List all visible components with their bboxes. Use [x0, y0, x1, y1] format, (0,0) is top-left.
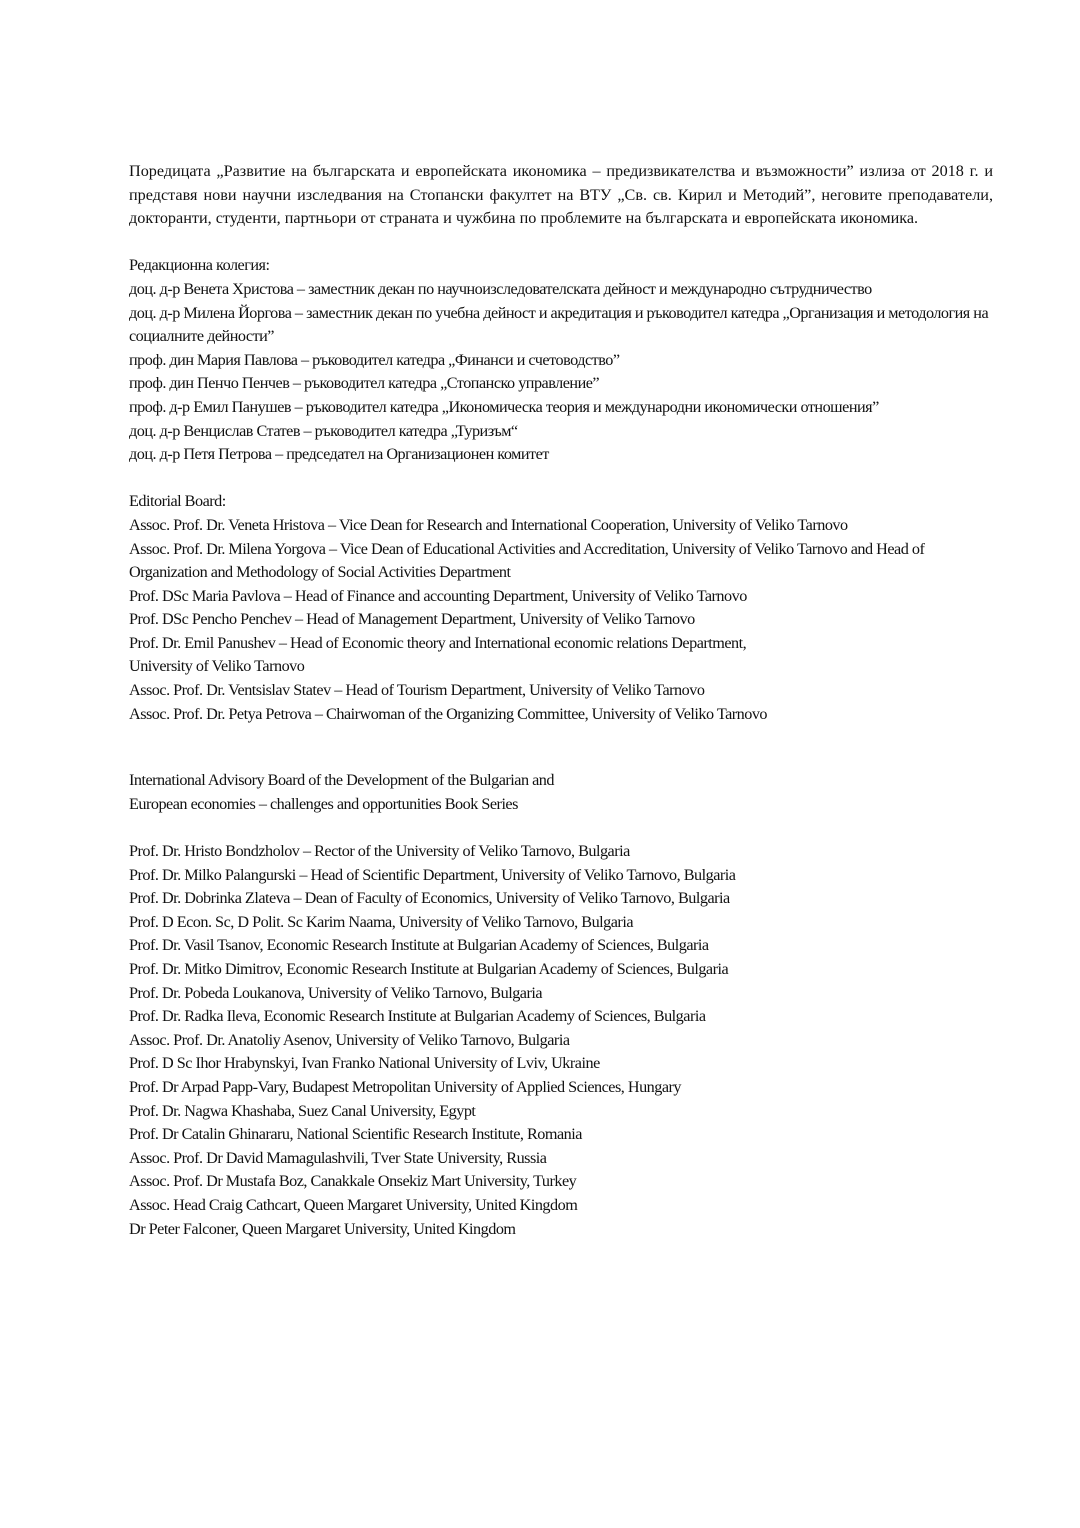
- en-board-member-continued: University of Veliko Tarnovo: [129, 657, 305, 676]
- series-intro-paragraph: Поредицата „Развитие на българската и европейската икономика – предизвикателства и възможности” излиза от 2018 г. и представя нови научни изследвания на Стопански факултет на ВТУ „Св. св. Кирил и Методий”, неговите преподаватели, докторанти, студенти, партньори от страната и чужбина по проблемите на българската и европейската икономика.: [129, 162, 993, 228]
- bg-board-member: проф. дин Мария Павлова – ръководител катедра „Финанси и счетоводство”: [129, 350, 620, 369]
- international-advisory-board: [129, 769, 993, 1241]
- en-board-member: Prof. DSc Pencho Penchev – Head of Management Department, University of Veliko Tarnovo: [129, 610, 695, 629]
- en-board-member: Prof. DSc Maria Pavlova – Head of Finance and accounting Department, University of Veliko Tarnovo: [129, 586, 747, 605]
- en-board-member: Prof. Dr. Emil Panushev – Head of Economic theory and International economic relations Department,: [129, 633, 747, 652]
- en-board-member: Assoc. Prof. Dr. Milena Yorgova – Vice Dean of Educational Activities and Accreditation, University of Veliko Tarnovo and Head of Organization and Methodology of Social Activities Department: [129, 539, 925, 582]
- en-editorial-board: [129, 490, 993, 726]
- document-page: [129, 160, 993, 1241]
- advisory-member: Prof. Dr. Vasil Tsanov, Economic Research Institute at Bulgarian Academy of Sciences, Bulgaria: [129, 936, 709, 955]
- bg-board-member: доц. д-р Венета Христова – заместник декан по научноизследователската дейност и международно сътрудничество: [129, 279, 872, 298]
- advisory-member: Prof. D Econ. Sc, D Polit. Sc Karim Naama, University of Veliko Tarnovo, Bulgaria: [129, 912, 634, 931]
- bg-board-member: доц. д-р Милена Йоргова – заместник декан по учебна дейност и акредитация и ръководител катедра „Организация и методология на социалните дейности”: [129, 303, 989, 346]
- advisory-member: Prof. Dr. Radka Ileva, Economic Research Institute at Bulgarian Academy of Sciences, Bulgaria: [129, 1007, 706, 1026]
- bg-board-heading: Редакционна колегия:: [129, 256, 270, 275]
- bg-board-member: проф. д-р Емил Панушев – ръководител катедра „Икономическа теория и международни икономически отношения”: [129, 397, 879, 416]
- advisory-heading: European economies – challenges and opportunities Book Series: [129, 794, 518, 813]
- advisory-member: Assoc. Prof. Dr David Mamagulashvili, Tver State University, Russia: [129, 1148, 547, 1167]
- advisory-member: Dr Peter Falconer, Queen Margaret University, United Kingdom: [129, 1219, 516, 1238]
- bg-board-member: доц. д-р Петя Петрова – председател на Организационен комитет: [129, 445, 549, 464]
- advisory-member: Prof. Dr. Hristo Bondzholov – Rector of the University of Veliko Tarnovo, Bulgaria: [129, 842, 630, 861]
- advisory-heading: International Advisory Board of the Development of the Bulgarian and: [129, 771, 554, 790]
- bg-editorial-board: [129, 254, 993, 466]
- en-board-member: Assoc. Prof. Dr. Ventsislav Statev – Head of Tourism Department, University of Veliko Tarnovo: [129, 681, 705, 700]
- bg-board-member: доц. д-р Венцислав Статев – ръководител катедра „Туризъм“: [129, 421, 518, 440]
- advisory-member: Assoc. Prof. Dr. Anatoliy Asenov, University of Veliko Tarnovo, Bulgaria: [129, 1030, 570, 1049]
- advisory-member: Prof. Dr. Dobrinka Zlateva – Dean of Faculty of Economics, University of Veliko Tarnovo, Bulgaria: [129, 889, 730, 908]
- advisory-member: Prof. Dr Catalin Ghinararu, National Scientific Research Institute, Romania: [129, 1125, 582, 1144]
- advisory-member: Assoc. Prof. Dr Mustafa Boz, Canakkale Onsekiz Mart University, Turkey: [129, 1172, 577, 1191]
- advisory-member: Prof. Dr. Milko Palangurski – Head of Scientific Department, University of Veliko Tarnovo, Bulgaria: [129, 865, 736, 884]
- advisory-member: Prof. Dr. Pobeda Loukanova, University of Veliko Tarnovo, Bulgaria: [129, 983, 543, 1002]
- advisory-member: Prof. Dr. Mitko Dimitrov, Economic Research Institute at Bulgarian Academy of Sciences, Bulgaria: [129, 960, 729, 978]
- advisory-member: Prof. Dr Arpad Papp-Vary, Budapest Metropolitan University of Applied Sciences, Hungary: [129, 1077, 682, 1096]
- en-board-heading: Editorial Board:: [129, 492, 226, 511]
- advisory-member: Assoc. Head Craig Cathcart, Queen Margaret University, United Kingdom: [129, 1195, 578, 1214]
- bg-board-member: проф. дин Пенчо Пенчев – ръководител катедра „Стопанско управление”: [129, 374, 600, 393]
- en-board-member: Assoc. Prof. Dr. Petya Petrova – Chairwoman of the Organizing Committee, University of Veliko Tarnovo: [129, 704, 768, 723]
- advisory-member: Prof. Dr. Nagwa Khashaba, Suez Canal University, Egypt: [129, 1101, 476, 1120]
- en-board-member: Assoc. Prof. Dr. Veneta Hristova – Vice Dean for Research and International Cooperation, University of Veliko Tarnovo: [129, 515, 848, 534]
- advisory-member: Prof. D Sc Ihor Hrabynskyi, Ivan Franko National University of Lviv, Ukraine: [129, 1054, 600, 1073]
